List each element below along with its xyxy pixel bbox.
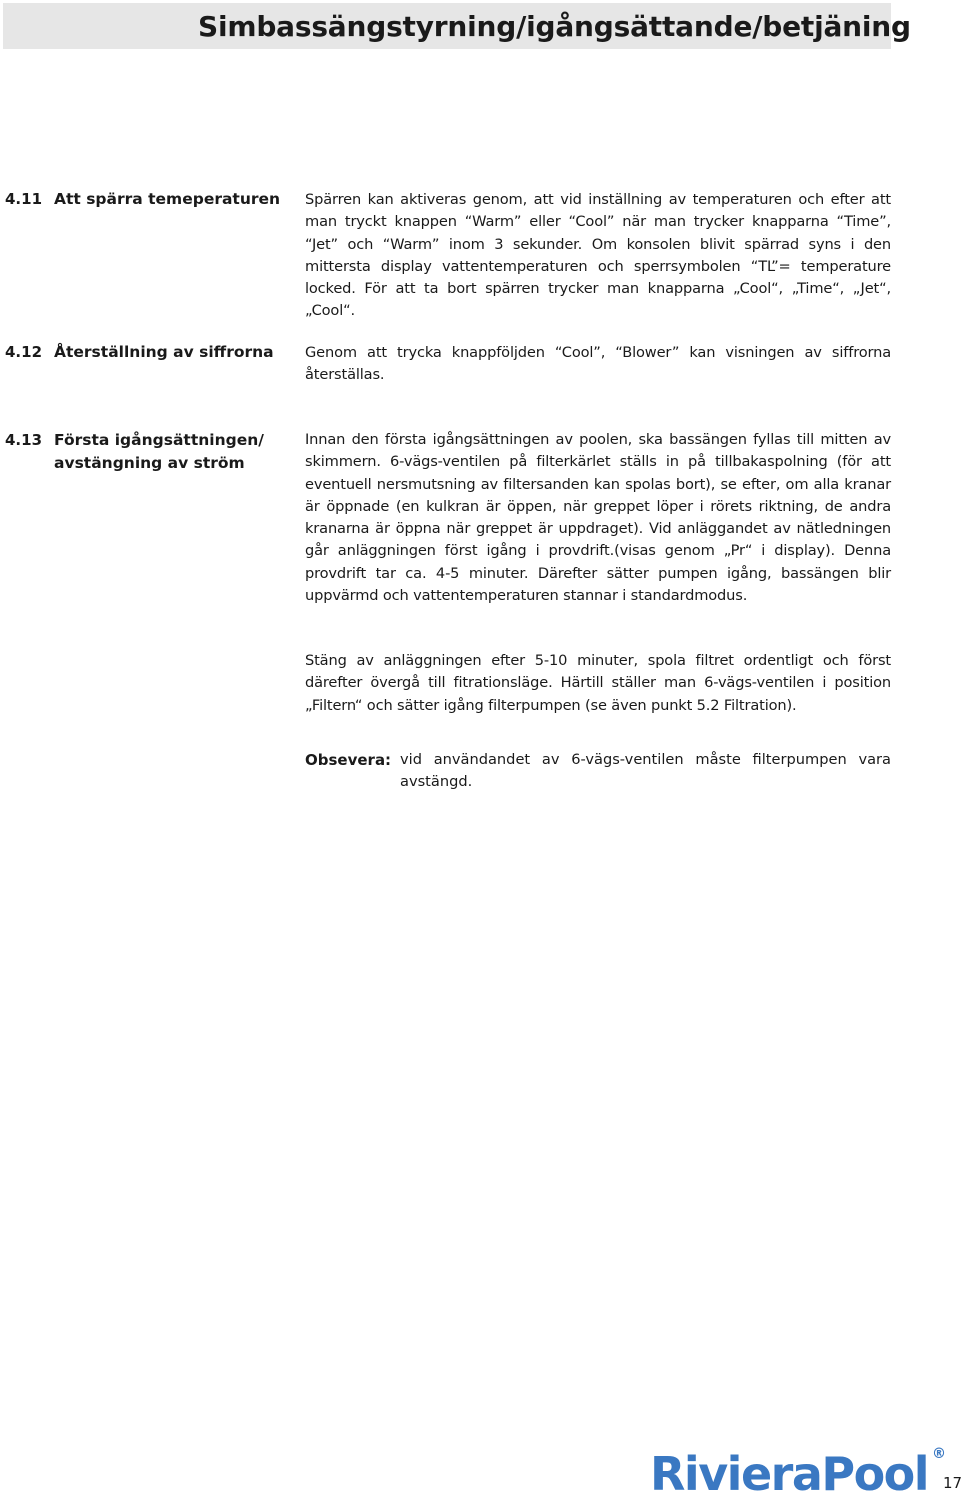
rivierapool-logo [650, 1446, 946, 1501]
section-text-4-12: Genom att trycka knappföljden “Cool”, “Blower” kan visningen av siffrorna återställas. [305, 344, 891, 384]
section-heading-4-11: Att spärra temeperaturen [54, 190, 281, 208]
section-heading-4-12: Återställning av siffrorna [54, 343, 274, 361]
logo-wordmark: RivieraPool [650, 1447, 929, 1501]
section-heading-4-13-line2: avstängning av ström [54, 454, 245, 472]
page-number: 17 [943, 1474, 962, 1492]
note-label: Obsevera: [305, 751, 392, 769]
section-number-4-13: 4.13 [5, 431, 43, 449]
header-bar [3, 3, 911, 49]
section-heading-4-13-line1: Första igångsättningen/ [54, 431, 264, 449]
section-text-4-11: Spärren kan aktiveras genom, att vid inställning av temperaturen och efter att man tryckt knappen “Warm” eller “Cool” när man trycker knapparna “Time”, “Jet” och “Warm” inom 3 sekunder. Om konsolen blivit spärrad syns i den mittersta display vattentemperaturen och sperrsymbolen “TL”= temperature locked. För att ta bort spärren trycker man knapparna „Cool“, „Time“, „Jet“, „Cool“. [305, 191, 891, 320]
note-text: vid användandet av 6-vägs-ventilen måste filterpumpen vara avstängd. [400, 751, 891, 791]
section-text-4-13: Innan den första igångsättningen av poolen, ska bassängen fyllas till mitten av skimmern. 6-vägs-ventilen på filterkärlet ställs in på tillbakaspolning (för att eventuell nersmutsning av filtersanden kan spolas bort), se efter, om alla kranar är öppnade (en kulkran är öppen, när greppet löper i rörets riktning, de andra kranarna är öppna när greppet är uppdraget). Vid anläggandet av nätledningen går anläggningen först igång i provdrift.(visas genom „Pr“ i display). Denna provdrift tar ca. 4-5 minuter. Därefter sätter pumpen igång, bassängen blir uppvärmd och vattentemperaturen stannar i standardmodus. [305, 431, 891, 605]
registered-mark: ® [932, 1446, 946, 1462]
section-number-4-11: 4.11 [5, 190, 43, 208]
extra-paragraph: Stäng av anläggningen efter 5-10 minuter, spola filtret ordentligt och först därefter övergå till fitrationsläge. Härtill ställer man 6-vägs-ventilen i position „Filtern“ och sätter igång filterpumpen (se även punkt 5.2 Filtration). [305, 652, 891, 714]
page-title: Simbassängstyrning/igångsättande/betjäning [198, 9, 911, 43]
section-number-4-12: 4.12 [5, 343, 43, 361]
